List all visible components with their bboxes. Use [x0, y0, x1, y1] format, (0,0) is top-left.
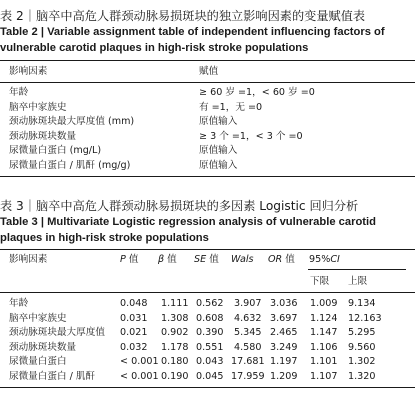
or-cell: 1.209	[270, 370, 298, 382]
or-cell: 2.465	[270, 327, 298, 338]
table3-caption-en-line2: plaques in high-risk stroke populations	[0, 232, 209, 244]
table3-header-rule	[0, 292, 415, 293]
wals-cell: 4.580	[234, 341, 262, 353]
table3-header-upper: 上限	[348, 276, 368, 287]
table3-header-factor: 影响因素	[9, 254, 48, 265]
ci-group-rule	[308, 269, 406, 270]
upper-cell: 1.320	[348, 370, 376, 382]
table3-bottom-rule	[0, 387, 415, 388]
wals-cell: 17.959	[231, 370, 265, 382]
lower-cell: 1.106	[310, 341, 338, 353]
or-suffix: 值	[282, 254, 295, 265]
table3-header-beta	[158, 254, 177, 266]
factor-cell: 脑卒中家族史	[9, 312, 67, 324]
beta-cell: 1.111	[161, 298, 189, 309]
wals-cell: 3.907	[234, 298, 262, 309]
ci-label: 95%	[309, 254, 331, 265]
factor-cell: 脑卒中家族史	[9, 101, 67, 113]
table2-top-rule	[0, 60, 415, 61]
factor-cell: 颈动脉斑块最大厚度值	[9, 327, 105, 338]
factor-cell: 颈动脉斑块最大厚度值 (mm)	[9, 116, 135, 127]
upper-cell: 9.134	[348, 298, 376, 309]
beta-cell: 0.190	[161, 370, 189, 382]
p-cell: 0.048	[120, 298, 148, 309]
se-cell: 0.045	[196, 370, 224, 382]
factor-cell: 尿微量白蛋白 / 肌酐	[9, 370, 96, 382]
table3-top-rule	[0, 249, 415, 250]
ci-symbol: CI	[330, 254, 340, 265]
se-cell: 0.608	[196, 312, 224, 324]
factor-cell: 年龄	[9, 298, 29, 309]
lower-cell: 1.009	[310, 298, 338, 309]
upper-cell: 12.163	[348, 312, 382, 324]
or-cell: 3.249	[270, 341, 298, 353]
table3-caption-en-line1: Table 3 | Multivariate Logistic regression analysis of vulnerable carotid	[0, 216, 376, 228]
beta-cell: 1.178	[161, 341, 189, 353]
se-cell: 0.043	[196, 356, 224, 367]
assignment-cell: 原值输入	[199, 116, 238, 127]
table2-header-rule	[0, 82, 415, 83]
factor-cell: 颈动脉斑块数量	[9, 130, 77, 142]
factor-cell: 尿微量白蛋白 / 肌酐 (mg/g)	[9, 159, 131, 171]
upper-cell: 5.295	[348, 327, 376, 338]
table3-header-lower: 下限	[310, 276, 330, 287]
or-cell: 1.197	[270, 356, 298, 367]
wals-cell: 4.632	[234, 312, 262, 324]
lower-cell: 1.101	[310, 356, 338, 367]
p-cell: 0.021	[120, 327, 148, 338]
assignment-cell: ≥ 3 个 =1，< 3 个 =0	[199, 130, 303, 142]
upper-cell: 1.302	[348, 356, 376, 367]
se-cell: 0.390	[196, 327, 224, 338]
se-cell: 0.551	[196, 341, 224, 353]
table3-header-wals: Wals	[231, 254, 254, 265]
table3-header-se	[194, 254, 219, 266]
p-suffix: 值	[125, 254, 139, 265]
beta-symbol: β	[158, 254, 165, 265]
p-cell: 0.031	[120, 312, 148, 324]
or-cell: 3.697	[270, 312, 298, 324]
lower-cell: 1.124	[310, 312, 338, 324]
beta-cell: 0.180	[161, 356, 189, 367]
beta-suffix: 值	[164, 254, 177, 265]
table3-caption-cn: 表 3｜脑卒中高危人群颈动脉易损斑块的多因素 Logistic 回归分析	[0, 199, 359, 213]
se-cell: 0.562	[196, 298, 224, 309]
beta-cell: 0.902	[161, 327, 189, 338]
upper-cell: 9.560	[348, 341, 376, 353]
beta-cell: 1.308	[161, 312, 189, 324]
or-cell: 3.036	[270, 298, 298, 309]
p-cell: < 0.001	[120, 356, 159, 367]
p-cell: 0.032	[120, 341, 148, 353]
table3-header-p	[120, 254, 138, 266]
wals-cell: 17.681	[231, 356, 265, 367]
lower-cell: 1.107	[310, 370, 338, 382]
lower-cell: 1.147	[310, 327, 338, 338]
p-symbol: P	[120, 254, 126, 265]
table2-header-assignment: 赋值	[199, 66, 219, 77]
factor-cell: 年龄	[9, 87, 29, 98]
se-symbol: SE	[194, 254, 207, 265]
se-suffix: 值	[206, 254, 219, 265]
table3-header-ci	[309, 254, 340, 266]
table2-header-factor: 影响因素	[9, 66, 48, 77]
wals-cell: 5.345	[234, 327, 262, 338]
assignment-cell: 有 =1，无 =0	[199, 101, 263, 113]
table2-bottom-rule	[0, 176, 415, 177]
assignment-cell: ≥ 60 岁 =1，< 60 岁 =0	[199, 87, 315, 98]
p-cell: < 0.001	[120, 370, 159, 382]
assignment-cell: 原值输入	[199, 159, 238, 171]
assignment-cell: 原值输入	[199, 145, 238, 156]
table2-caption-cn: 表 2｜脑卒中高危人群颈动脉易损斑块的独立影响因素的变量赋值表	[0, 9, 366, 23]
table3-header-or	[268, 254, 295, 266]
factor-cell: 尿微量白蛋白	[9, 356, 67, 367]
factor-cell: 尿微量白蛋白 (mg/L)	[9, 145, 102, 156]
table2-caption-en-line2: vulnerable carotid plaques in high-risk stroke populations	[0, 42, 309, 54]
table2-caption-en-line1: Table 2 | Variable assignment table of independent influencing factors of	[0, 26, 385, 38]
or-symbol: OR	[268, 254, 283, 265]
factor-cell: 颈动脉斑块数量	[9, 341, 77, 353]
